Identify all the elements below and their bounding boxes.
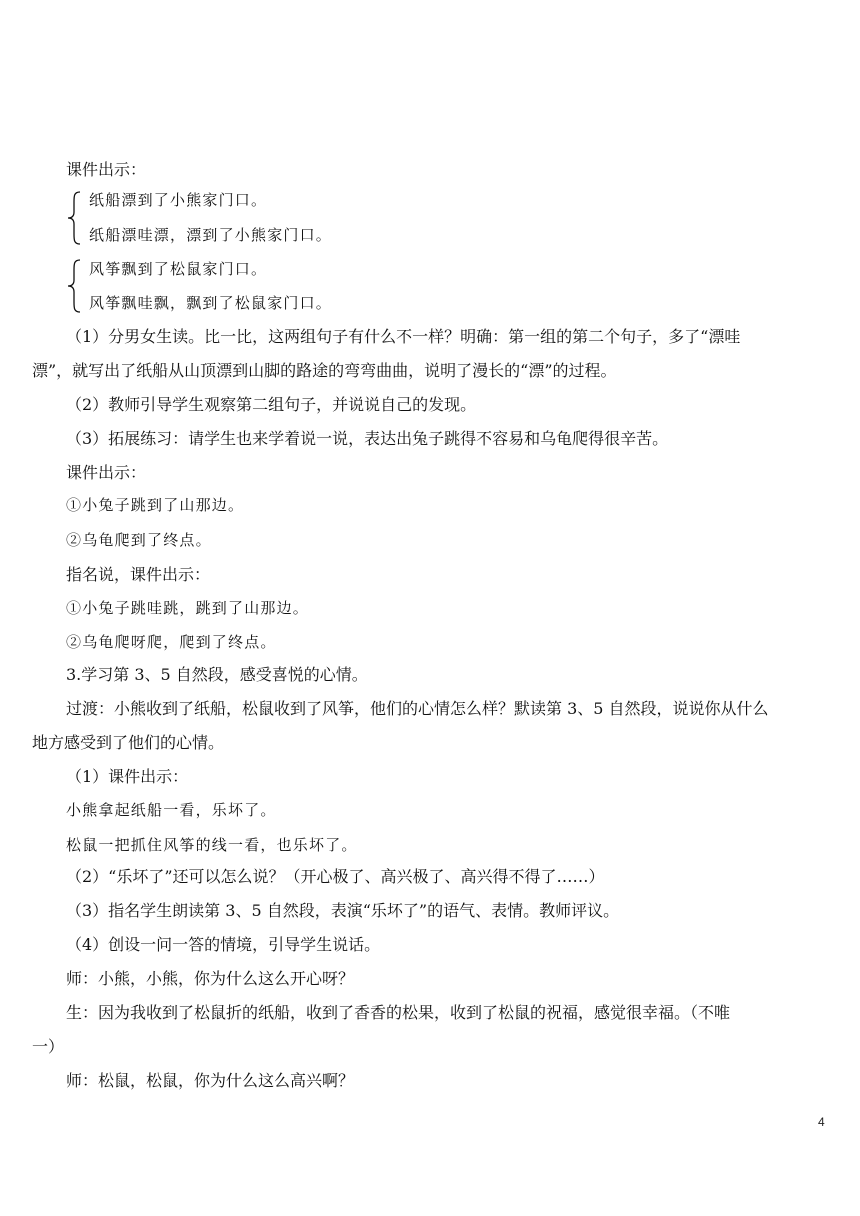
call-on-label: 指名说，课件出示：	[66, 565, 211, 584]
question-2: （2）“乐坏了”还可以怎么说？（开心极了、高兴极了、高兴得不得了……）	[66, 867, 605, 886]
paragraph-3: （3）拓展练习：请学生也来学着说一说，表达出兔子跳得不容易和乌龟爬得很辛苦。	[66, 429, 669, 448]
question-4: （4）创设一问一答的情境，引导学生说话。	[66, 935, 381, 954]
courseware-label: 课件出示：	[66, 160, 147, 179]
example-1: ①小兔子跳到了山那边。	[66, 496, 245, 514]
paragraph-1b: 漂”，就写出了纸船从山顶漂到山脚的路途的弯弯曲曲，说明了漫长的“漂”的过程。	[32, 361, 617, 380]
student-line-b: 一）	[32, 1037, 65, 1056]
section-heading: 3.学习第 3、5 自然段，感受喜悦的心情。	[66, 665, 368, 684]
example-2: ②乌龟爬到了终点。	[66, 531, 212, 549]
example-4: ②乌龟爬呀爬，爬到了终点。	[66, 633, 277, 651]
brace-icon	[66, 190, 82, 246]
question-1: （1）课件出示：	[66, 767, 189, 786]
question-3: （3）指名学生朗读第 3、5 自然段，表演“乐坏了”的语气、表情。教师评议。	[66, 901, 620, 920]
student-line-a: 生：因为我收到了松鼠折的纸船，收到了香香的松果，收到了松鼠的祝福，感觉很幸福。（不唯	[66, 1003, 731, 1022]
paragraph-1a: （1）分男女生读。比一比，这两组句子有什么不一样？明确：第一组的第二个句子，多了“漂哇	[66, 327, 741, 346]
transition-b: 地方感受到了他们的心情。	[32, 733, 225, 752]
brace-icon	[66, 258, 82, 314]
group2-sentence-2: 风筝飘哇飘，飘到了松鼠家门口。	[89, 294, 333, 312]
group1-sentence-1: 纸船漂到了小熊家门口。	[89, 191, 268, 209]
sentence-2: 松鼠一把抓住风筝的线一看，也乐坏了。	[66, 836, 358, 854]
teacher-line-1: 师：小熊，小熊，你为什么这么开心呀？	[66, 969, 355, 988]
group2-sentence-1: 风筝飘到了松鼠家门口。	[89, 260, 268, 278]
courseware-label: 课件出示：	[66, 463, 147, 482]
group1-sentence-2: 纸船漂哇漂，漂到了小熊家门口。	[89, 226, 333, 244]
page-number: 4	[818, 1115, 825, 1129]
paragraph-2: （2）教师引导学生观察第二组句子，并说说自己的发现。	[66, 395, 477, 414]
teacher-line-2: 师：松鼠，松鼠，你为什么这么高兴啊？	[66, 1071, 355, 1090]
transition-a: 过渡：小熊收到了纸船，松鼠收到了风筝，他们的心情怎么样？默读第 3、5 自然段，说说你从什么	[66, 699, 769, 718]
sentence-1: 小熊拿起纸船一看，乐坏了。	[66, 801, 277, 819]
example-3: ①小兔子跳哇跳，跳到了山那边。	[66, 599, 310, 617]
